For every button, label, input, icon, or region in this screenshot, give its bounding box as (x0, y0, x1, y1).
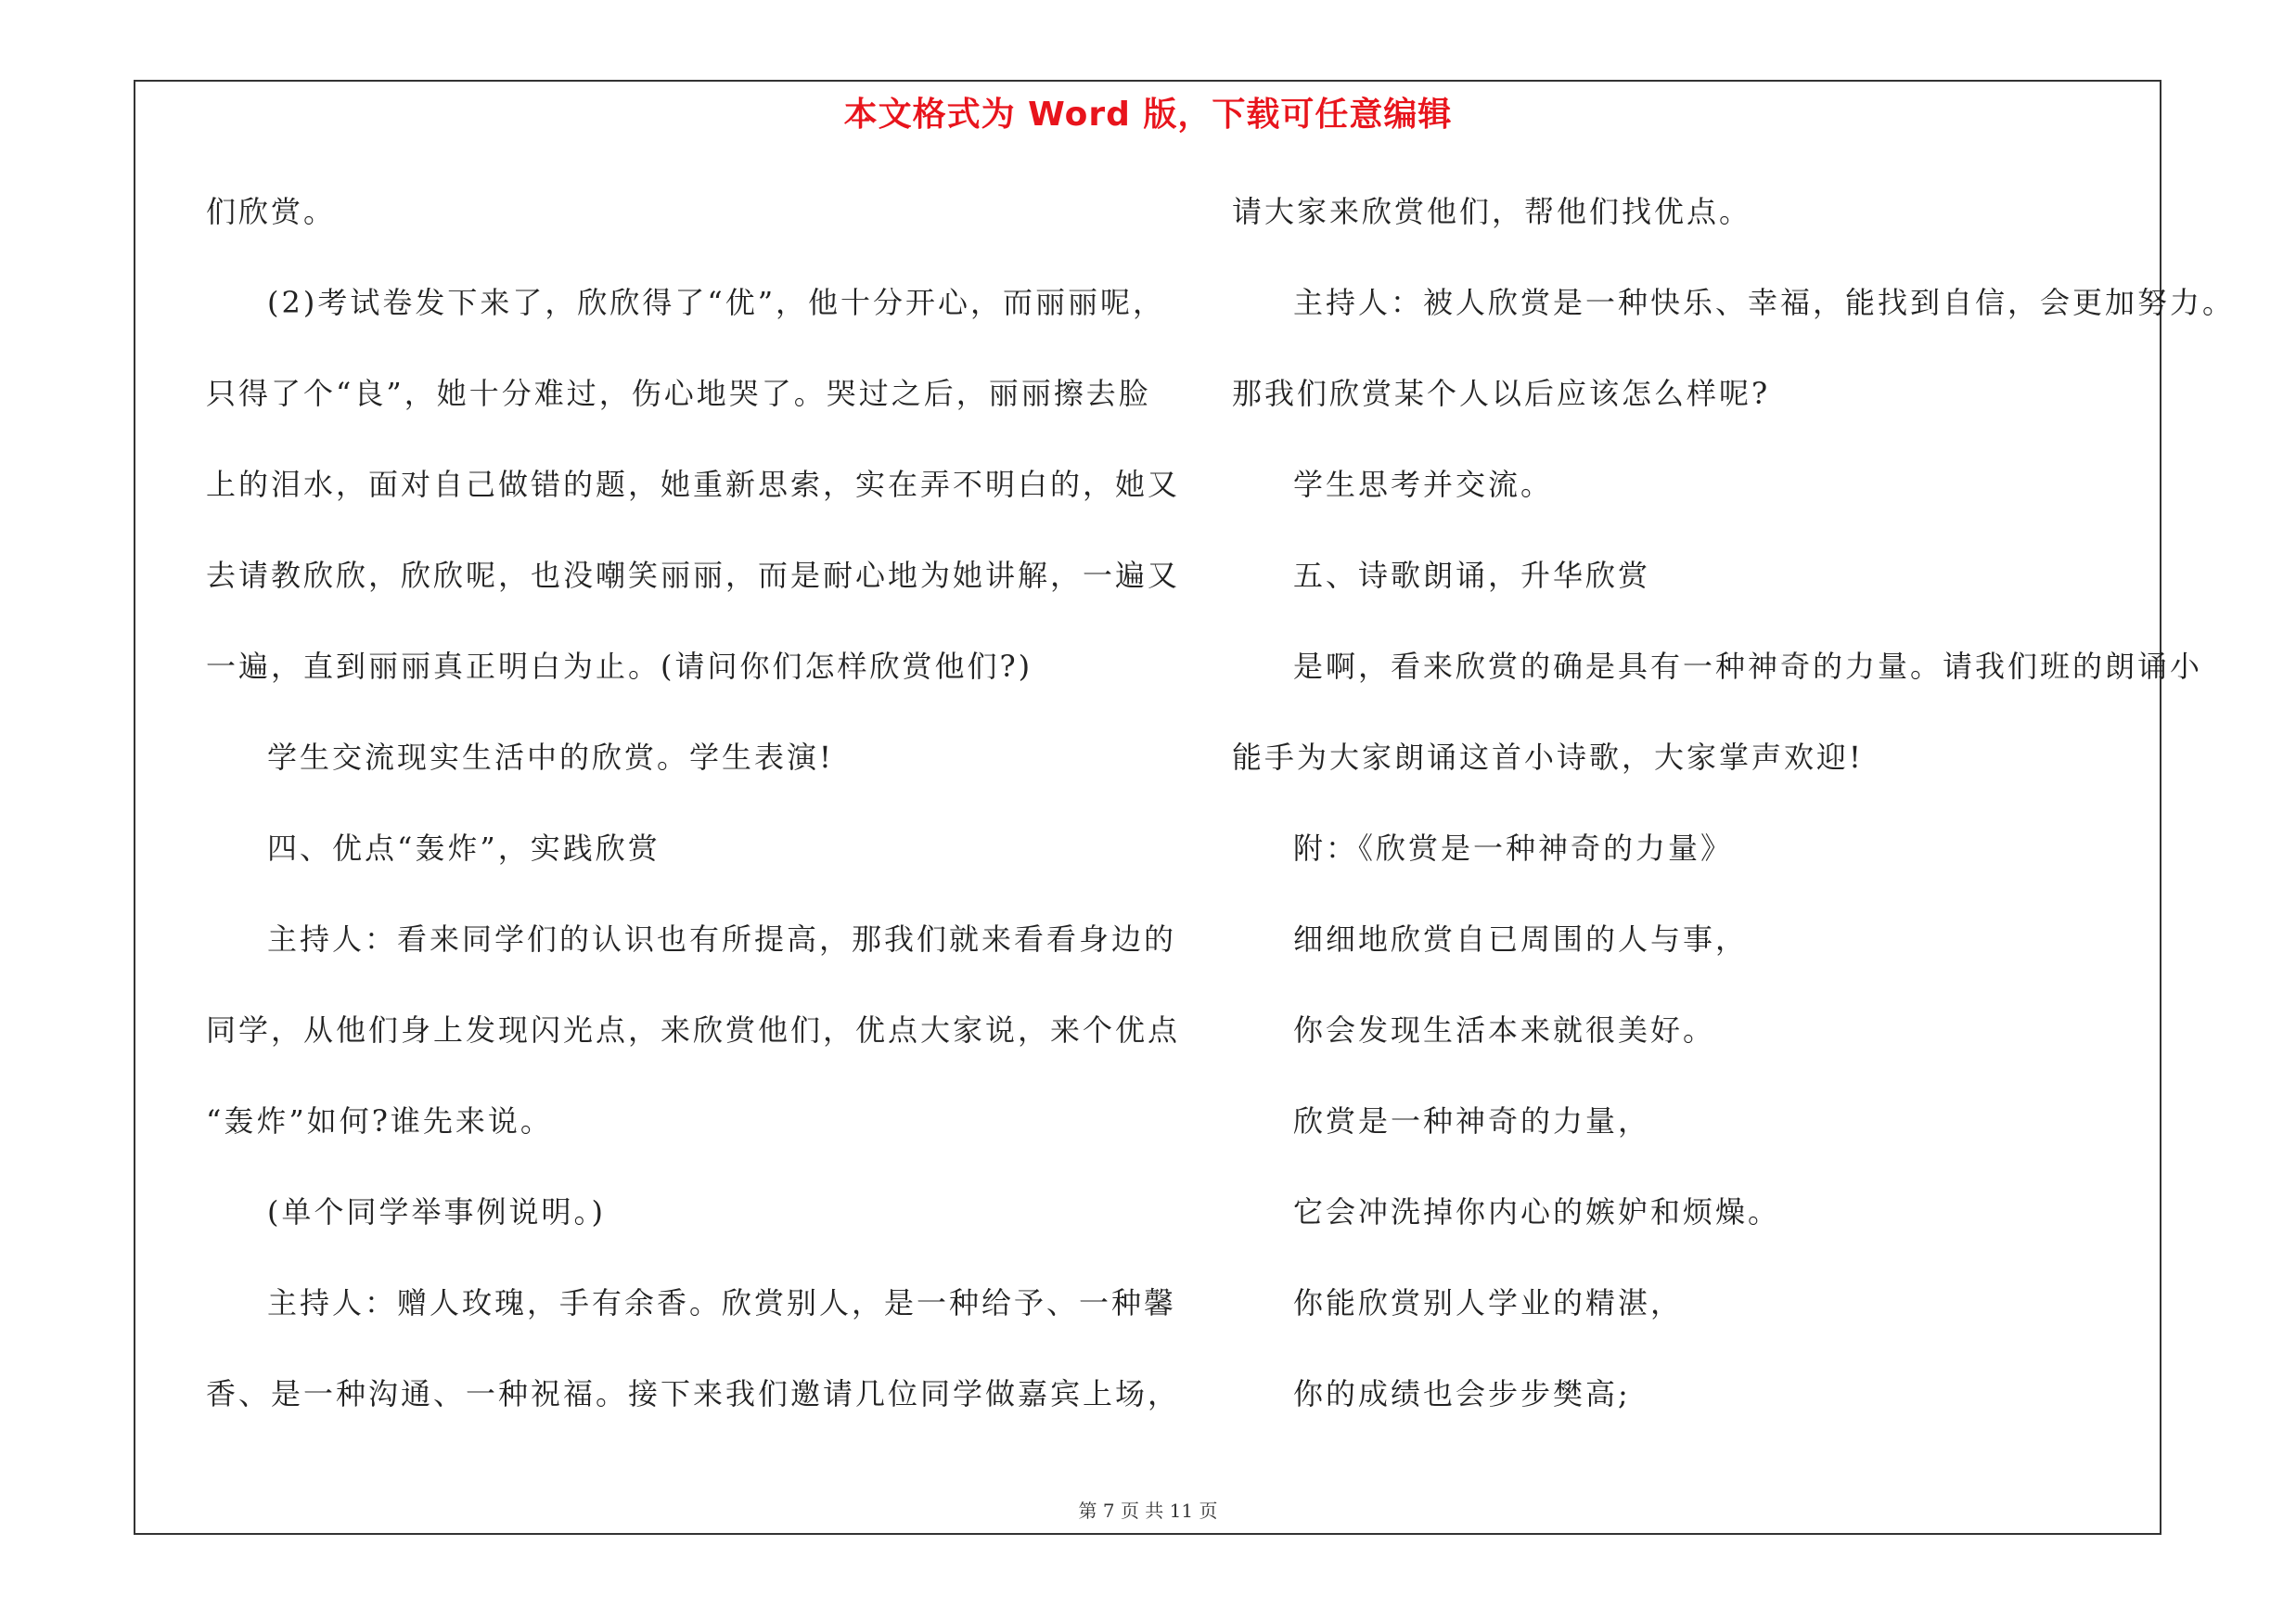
text-line: 主持人：看来同学们的认识也有所提高，那我们就来看看身边的 (267, 921, 1177, 957)
text-line: 上的泪水，面对自己做错的题，她重新思索，实在弄不明白的，她又 (206, 467, 1181, 502)
text-line: (单个同学举事例说明。) (267, 1194, 606, 1230)
text-line: 请大家来欣赏他们，帮他们找优点。 (1232, 194, 1752, 229)
text-line: 同学，从他们身上发现闪光点，来欣赏他们，优点大家说，来个优点 (206, 1012, 1181, 1048)
text-line: 五、诗歌朗诵，升华欣赏 (1293, 558, 1651, 593)
left-text-column (206, 182, 1181, 1455)
text-line: 附：《欣赏是一种神奇的力量》 (1293, 831, 1734, 866)
text-line: 主持人：被人欣赏是一种快乐、幸福，能找到自信，会更加努力。 (1293, 285, 2236, 320)
text-line: 你会发现生活本来就很美好。 (1293, 1012, 1716, 1048)
text-line: 细细地欣赏自已周围的人与事， (1293, 921, 1749, 957)
text-line: 你的成绩也会步步樊高; (1293, 1376, 1631, 1411)
text-line: 香、是一种沟通、一种祝福。接下来我们邀请几位同学做嘉宾上场， (206, 1376, 1181, 1411)
text-line: 能手为大家朗诵这首小诗歌，大家掌声欢迎! (1232, 740, 1864, 775)
page-number-footer: 第 7 页 共 11 页 (1078, 1500, 1218, 1522)
text-line: 一遍，直到丽丽真正明白为止。(请问你们怎样欣赏他们?) (206, 649, 1033, 684)
format-banner: 本文格式为 Word 版，下载可任意编辑 (843, 96, 1453, 134)
right-text-column (1232, 182, 2234, 1455)
text-line: 只得了个“良”，她十分难过，伤心地哭了。哭过之后，丽丽擦去脸 (206, 376, 1151, 411)
text-line: 它会冲洗掉你内心的嫉妒和烦燥。 (1293, 1194, 1781, 1230)
text-line: “轰炸”如何?谁先来说。 (206, 1103, 553, 1139)
text-line: 学生思考并交流。 (1293, 467, 1554, 502)
text-line: 那我们欣赏某个人以后应该怎么样呢? (1232, 376, 1771, 411)
text-line: 学生交流现实生活中的欣赏。学生表演! (267, 740, 834, 775)
text-line: 欣赏是一种神奇的力量， (1293, 1103, 1651, 1139)
text-line: 四、优点“轰炸”，实践欣赏 (267, 831, 661, 866)
text-line: 们欣赏。 (206, 194, 337, 229)
text-line: 去请教欣欣，欣欣呢，也没嘲笑丽丽，而是耐心地为她讲解，一遍又 (206, 558, 1181, 593)
text-line: 是啊，看来欣赏的确是具有一种神奇的力量。请我们班的朗诵小 (1293, 649, 2203, 684)
text-line: (2)考试卷发下来了，欣欣得了“优”，他十分开心，而丽丽呢， (267, 285, 1166, 320)
text-line: 你能欣赏别人学业的精湛， (1293, 1285, 1684, 1320)
text-line: 主持人：赠人玫瑰，手有余香。欣赏别人，是一种给予、一种馨 (267, 1285, 1177, 1320)
